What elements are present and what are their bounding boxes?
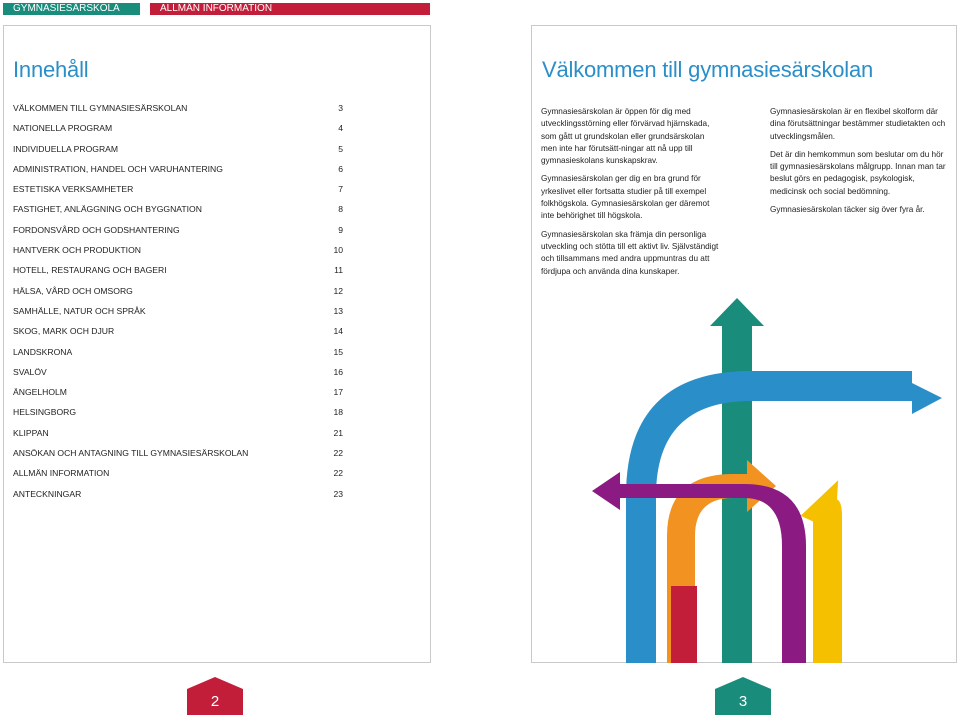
toc-item-label: FASTIGHET, ANLÄGGNING OCH BYGGNATION: [13, 204, 202, 215]
toc-item-label: FORDONSVÅRD OCH GODSHANTERING: [13, 224, 180, 235]
toc-item-page: 12: [333, 285, 343, 296]
toc-item-page: 14: [333, 326, 343, 337]
yellow-arrow-head: [801, 472, 856, 532]
toc-item-page: 11: [334, 265, 343, 276]
toc-item[interactable]: [13, 347, 343, 367]
toc-item[interactable]: [13, 367, 343, 387]
section-tab-gymnasiesarskola: GYMNASIESÄRSKOLA: [3, 3, 140, 15]
toc-item-label: HOTELL, RESTAURANG OCH BAGERI: [13, 265, 167, 276]
toc-item[interactable]: [13, 164, 343, 184]
toc-item[interactable]: [13, 428, 343, 448]
toc-item[interactable]: [13, 184, 343, 204]
toc-item-label: INDIVIDUELLA PROGRAM: [13, 143, 119, 154]
toc-item[interactable]: [13, 204, 343, 224]
toc-item-label: KLIPPAN: [13, 427, 49, 438]
page-title-valkommen: Välkommen till gymnasiesärskolan: [542, 56, 874, 82]
paragraph: Gymnasiesärskolan täcker sig över fyra år.: [770, 205, 925, 215]
toc-item[interactable]: [13, 265, 343, 285]
toc-item[interactable]: [13, 468, 343, 488]
toc-item-label: ÄNGELHOLM: [13, 387, 67, 398]
page-number-left: 2: [187, 689, 243, 715]
toc-item-label: LANDSKRONA: [13, 346, 73, 357]
crimson-arrow-body: [671, 586, 697, 663]
toc-item-page: 9: [338, 224, 343, 235]
paragraph: Det är din hemkommun som beslutar om du hör till gymnasiesärskolans målgrupp. Innan man tar beslut görs en pedagogisk, psykologisk, medicinsk och social bedömning.: [770, 149, 946, 196]
toc-item-label: SAMHÄLLE, NATUR OCH SPRÅK: [13, 305, 146, 316]
paragraph: Gymnasiesärskolan ska främja din personliga utveckling och stötta till ett aktivt liv. Självständigt och tillsammans med andra uppmuntras du att fördjupa och använda dina kunskaper.: [541, 229, 719, 276]
toc-item-label: ANTECKNINGAR: [13, 488, 82, 499]
toc-item[interactable]: [13, 326, 343, 346]
toc-item-page: 22: [333, 448, 343, 459]
toc-item-page: 5: [338, 143, 343, 154]
toc-item[interactable]: [13, 306, 343, 326]
toc-item-page: 18: [333, 407, 343, 418]
paragraph: Gymnasiesärskolan ger dig en bra grund för yrkeslivet eller fortsatta studier på till exempel folkhögskola. Gymnasiesärskolan ger däremot inte behörighet till högskola.: [541, 174, 710, 221]
toc-item-label: HELSINGBORG: [13, 407, 77, 418]
toc-item-label: ALLMÄN INFORMATION: [13, 468, 110, 479]
toc-item-page: 15: [333, 346, 343, 357]
toc-item-page: 6: [338, 163, 343, 174]
toc-item-page: 23: [333, 488, 343, 499]
toc-item[interactable]: [13, 286, 343, 306]
toc-item-label: SKOG, MARK OCH DJUR: [13, 326, 115, 337]
toc-item-label: HANTVERK OCH PRODUKTION: [13, 245, 141, 256]
toc-item-page: 21: [333, 427, 343, 438]
paragraph: Gymnasiesärskolan är en flexibel skolform där dina förutsättningar bestämmer studietakten och utvecklingsmålen.: [770, 107, 946, 141]
toc-item-label: NATIONELLA PROGRAM: [13, 123, 113, 134]
toc-item[interactable]: [13, 123, 343, 143]
paragraph: Gymnasiesärskolan är öppen för dig med utvecklingsstörning eller förvärvad hjärnskada, som gått ut grundskolan eller grundsärskolan men inte har förutsätt-ningar att nå upp till gymnasieskolans kunskapskrav.: [541, 107, 710, 166]
toc-item-page: 3: [338, 103, 343, 113]
toc-item-page: 22: [333, 468, 343, 479]
toc-item[interactable]: [13, 225, 343, 245]
toc-item[interactable]: [13, 245, 343, 265]
right-page: [531, 25, 957, 663]
toc-item-label: VÄLKOMMEN TILL GYMNASIESÄRSKOLAN: [13, 103, 188, 113]
diverging-arrows-illustration: [532, 26, 958, 664]
toc-item-label: SVALÖV: [13, 366, 47, 377]
toc-item-page: 16: [333, 366, 343, 377]
page-title-innehall: Innehåll: [13, 56, 89, 82]
toc-item-label: ADMINISTRATION, HANDEL OCH VARUHANTERING: [13, 163, 223, 174]
toc-item[interactable]: [13, 489, 343, 509]
toc-item-page: 4: [338, 123, 343, 134]
toc-item-page: 8: [338, 204, 343, 215]
toc-item[interactable]: [13, 387, 343, 407]
toc-item-page: 10: [333, 245, 343, 256]
toc-item-label: ANSÖKAN OCH ANTAGNING TILL GYMNASIESÄRSKOLAN: [13, 448, 249, 459]
section-tab-allman-information: ALLMÄN INFORMATION: [150, 3, 430, 15]
toc-item[interactable]: [13, 103, 343, 123]
toc-item-page: 17: [333, 387, 343, 398]
page-number-right: 3: [715, 689, 771, 715]
toc-item-label: ESTETISKA VERKSAMHETER: [13, 184, 134, 195]
toc-item-page: 13: [333, 305, 343, 316]
toc-item-page: 7: [338, 184, 343, 195]
left-page: [3, 25, 431, 663]
table-of-contents: [13, 103, 343, 509]
toc-item[interactable]: [13, 448, 343, 468]
toc-item[interactable]: [13, 144, 343, 164]
toc-item-label: HÄLSA, VÅRD OCH OMSORG: [13, 285, 133, 296]
toc-item[interactable]: [13, 407, 343, 427]
